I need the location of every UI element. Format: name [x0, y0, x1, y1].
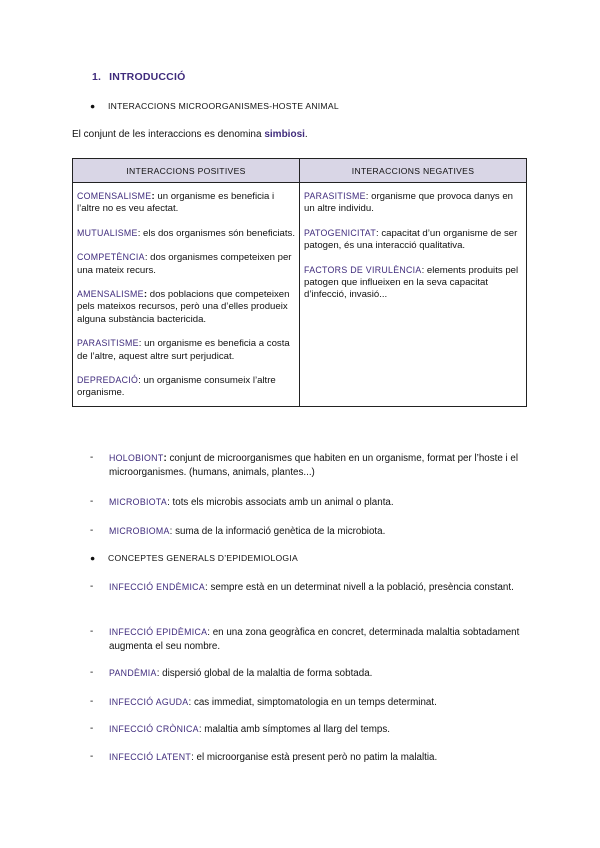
entry-sep: :	[421, 264, 425, 276]
bullet-icon: ●	[90, 101, 96, 111]
def-text: cas immediat, simptomatologia en un temps determinat.	[191, 697, 437, 708]
entry-sep: :	[137, 227, 141, 239]
intro-text: El conjunt de les interaccions es denomina	[72, 129, 265, 140]
def-sep: :	[188, 697, 192, 708]
def-term: INFECCIÓ ENDÈMICA	[109, 582, 206, 592]
subsection-title: CONCEPTES GENERALS D’EPIDEMIOLOGIA	[108, 553, 298, 563]
subsection-epidemiology	[90, 553, 298, 563]
table-entry	[304, 264, 522, 302]
list-item	[90, 495, 530, 510]
table-entry	[77, 288, 295, 326]
def-text: tots els microbis associats amb un animal o planta.	[169, 497, 394, 508]
def-sep: :	[191, 752, 194, 763]
table-row	[73, 183, 527, 407]
def-text: sempre està en un determinat nivell a la població, presència constant.	[207, 582, 514, 593]
dash-marker: -	[90, 525, 94, 536]
header-negative: INTERACCIONS NEGATIVES	[300, 159, 527, 183]
heading-number: 1.	[92, 71, 102, 83]
dash-marker: -	[90, 626, 94, 637]
def-sep: :	[198, 724, 202, 735]
list-item	[90, 580, 530, 595]
entry-term: FACTORS DE VIRULÈNCIA	[304, 264, 422, 275]
def-text: en una zona geogràfica en concret, determinada malaltia sobtadament augmenta el seu nombre.	[109, 627, 520, 652]
dash-marker: -	[90, 581, 94, 592]
entry-sep: :	[138, 375, 141, 387]
def-term: MICROBIOTA	[109, 497, 168, 507]
entry-term: PARASITISME	[304, 191, 366, 201]
entry-text: un organisme consumeix l’altre organisme.	[77, 375, 276, 399]
entry-term: PATOGENICITAT	[304, 227, 376, 238]
entry-sep: :	[365, 191, 369, 202]
entry-text: els dos organismes són beneficiats.	[140, 227, 296, 239]
list-item	[90, 451, 530, 480]
table-entry	[77, 251, 295, 277]
entry-text: organisme que provoca danys en un altre individu.	[304, 191, 513, 215]
heading-title: INTRODUCCIÓ	[109, 71, 186, 83]
list-item	[90, 625, 530, 654]
list-item	[90, 524, 530, 539]
table-entry	[77, 227, 295, 240]
def-text: conjunt de microorganismes que habiten en un organisme, format per l’hoste i el microorganismes. (humans, animals, plantes...)	[109, 453, 519, 478]
def-sep: :	[169, 526, 173, 537]
table-header-row	[73, 159, 527, 183]
dash-marker: -	[90, 452, 94, 463]
table-entry	[77, 190, 295, 216]
negative-cell	[300, 183, 527, 407]
intro-end: .	[304, 129, 308, 140]
def-sep: :	[167, 497, 170, 508]
entry-term: PARASITISME	[77, 338, 139, 349]
bullet-icon: ●	[90, 553, 96, 563]
dash-marker: -	[90, 696, 94, 707]
def-text: dispersió global de la malaltia de forma sobtada.	[159, 668, 373, 679]
def-text: suma de la informació genètica de la microbiota.	[172, 526, 386, 537]
def-text: malaltia amb símptomes al llarg del temps.	[201, 724, 390, 735]
dash-marker: -	[90, 723, 94, 734]
entry-term: COMENSALISME	[77, 191, 152, 201]
def-sep: :	[156, 668, 160, 679]
positive-cell	[73, 183, 300, 407]
def-sep: :	[205, 582, 208, 593]
dash-marker: -	[90, 751, 94, 762]
entry-text: un organisme es beneficia i l’altre no es veu afectat.	[77, 191, 275, 215]
list-item	[90, 695, 530, 710]
entry-sep: :	[376, 227, 379, 239]
entry-text: dos poblacions que competeixen pels mateixos recursos, però una d’elles produeix alguna substància bactericida.	[77, 289, 290, 325]
def-text: el microorganise està present però no patim la malaltia.	[193, 752, 438, 763]
entry-text: dos organismes competeixen per una mateix recurs.	[77, 252, 292, 276]
def-term: INFECCIÓ CRÒNICA	[109, 724, 199, 734]
entry-sep: :	[138, 338, 142, 350]
entry-text: elements produits pel patogen que influeixen en la seva capacitat d’infecció, invasió...	[304, 264, 519, 301]
table-entry	[304, 190, 522, 216]
entry-sep: :	[144, 252, 148, 264]
def-sep: :	[207, 627, 210, 638]
entry-term: MUTUALISME	[77, 227, 138, 238]
section-heading	[92, 71, 185, 83]
dash-marker: -	[90, 496, 94, 507]
def-term: HOLOBIONT	[109, 453, 164, 463]
def-term: INFECCIÓ LATENT	[109, 752, 192, 762]
def-term: PANDÈMIA	[109, 668, 157, 678]
def-term: MICROBIOMA	[109, 526, 170, 536]
entry-term: DEPREDACIÓ	[77, 375, 139, 386]
table-entry	[77, 374, 295, 400]
entry-term: COMPETÈNCIA	[77, 252, 145, 263]
list-item	[90, 666, 530, 681]
intro-paragraph	[72, 129, 308, 140]
subsection-interactions	[90, 101, 339, 111]
entry-text: un organisme es beneficia a costa de l’altre, aquest altre surt perjudicat.	[77, 338, 290, 362]
header-positive: INTERACCIONS POSITIVES	[73, 159, 300, 183]
entry-text: capacitat d’un organisme de ser patogen, és una interacció qualitativa.	[304, 227, 518, 252]
entry-sep: :	[143, 289, 148, 301]
dash-marker: -	[90, 667, 94, 678]
entry-term: AMENSALISME	[77, 289, 144, 300]
list-item	[90, 750, 530, 765]
def-term: INFECCIÓ EPIDÈMICA	[109, 627, 208, 637]
list-item	[90, 722, 530, 737]
interactions-table	[72, 158, 527, 407]
entry-sep: :	[151, 191, 155, 202]
table-entry	[77, 337, 295, 363]
def-term: INFECCIÓ AGUDA	[109, 697, 189, 707]
intro-keyword: simbiosi	[264, 129, 305, 140]
def-sep: :	[163, 453, 167, 464]
subsection-title: INTERACCIONS MICROORGANISMES-HOSTE ANIMAL	[108, 101, 339, 111]
table-entry	[304, 227, 522, 253]
